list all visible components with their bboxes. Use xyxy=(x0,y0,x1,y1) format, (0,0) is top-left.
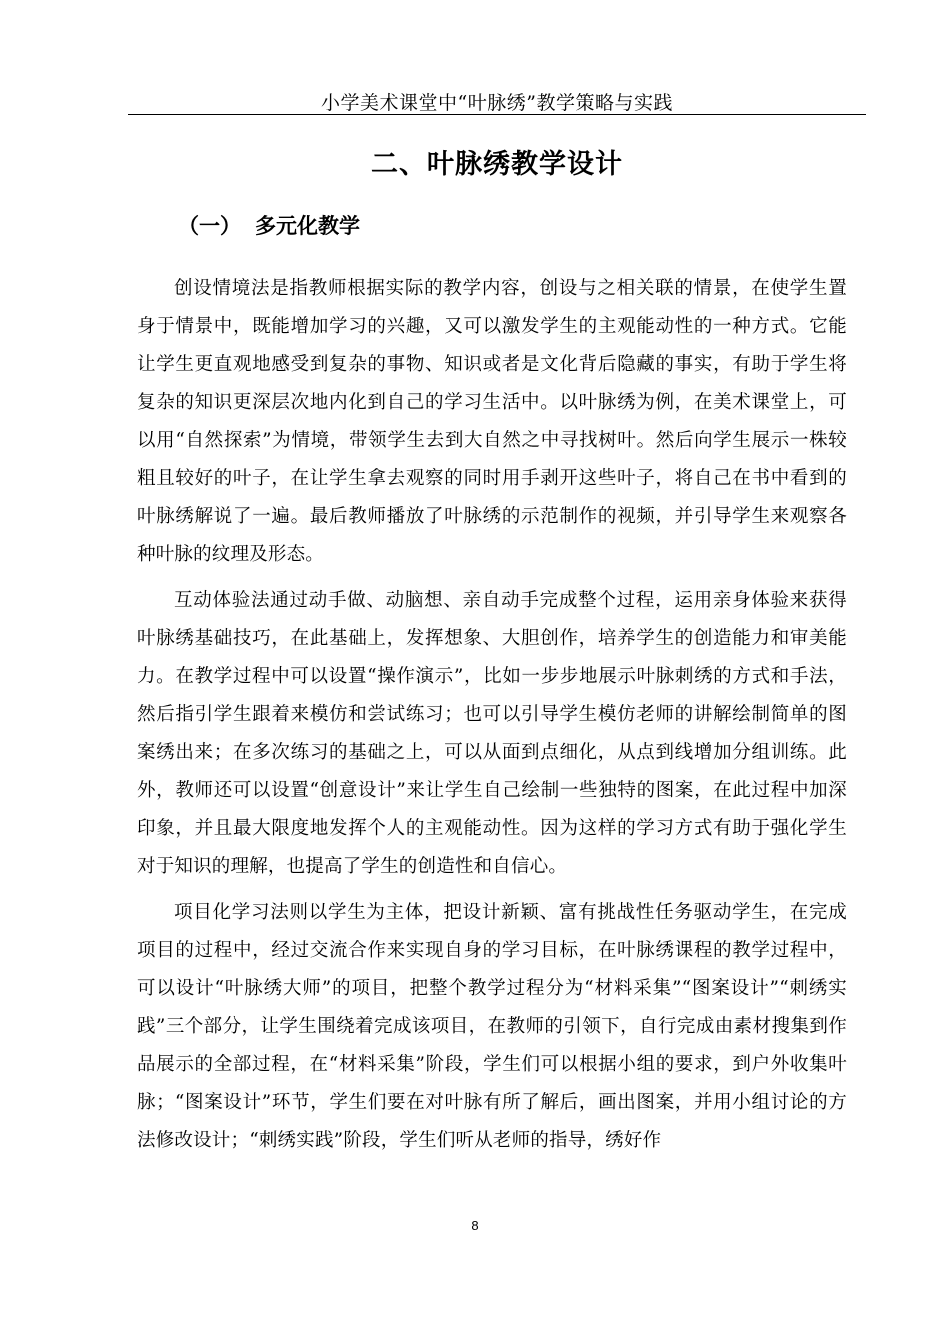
page-number: 8 xyxy=(471,1218,479,1233)
paragraph-project-method: 项目化学习法则以学生为主体，把设计新颖、富有挑战性任务驱动学生，在完成项目的过程中，经过交流合作来实现自身的学习目标，在叶脉绣课程的教学过程中，可以设计“叶脉绣大师”的项目，把整个教学过程分为“材料采集”“图案设计”“刺绣实践”三个部分，让学生围绕着完成该项目，在教师的引领下，自行完成由素材搜集到作品展示的全部过程，在“材料采集”阶段，学生们可以根据小组的要求，到户外收集叶脉；“图案设计”环节，学生们要在对叶脉有所了解后，画出图案，并用小组讨论的方法修改设计；“刺绣实践”阶段，学生们听从老师的指导，绣好作 xyxy=(137,902,847,1151)
paragraph-interactive-method: 互动体验法通过动手做、动脑想、亲自动手完成整个过程，运用亲身体验来获得叶脉绣基础技巧，在此基础上，发挥想象、大胆创作，培养学生的创造能力和审美能力。在教学过程中可以设置“操作演示”，比如一步步地展示叶脉刺绣的方式和手法，然后指引学生跟着来模仿和尝试练习；也可以引导学生模仿老师的讲解绘制简单的图案绣出来；在多次练习的基础之上，可以从面到点细化，从点到线增加分组训练。此外，教师还可以设置“创意设计”来让学生自己绘制一些独特的图案，在此过程中加深印象，并且最大限度地发挥个人的主观能动性。因为这样的学习方式有助于强化学生对于知识的理解，也提高了学生的创造性和自信心。 xyxy=(137,590,847,877)
running-header: 小学美术课堂中“叶脉绣”教学策略与实践 xyxy=(321,92,673,114)
section-number: （一） xyxy=(178,214,241,238)
chapter-title: 二、叶脉绣教学设计 xyxy=(371,149,623,180)
header-divider xyxy=(128,114,866,115)
section-title: 多元化教学 xyxy=(255,214,360,238)
section-heading xyxy=(178,210,360,240)
paragraph-situational-method: 创设情境法是指教师根据实际的教学内容，创设与之相关联的情景，在使学生置身于情景中，既能增加学习的兴趣，又可以激发学生的主观能动性的一种方式。它能让学生更直观地感受到复杂的事物、知识或者是文化背后隐藏的事实，有助于学生将复杂的知识更深层次地内化到自己的学习生活中。以叶脉绣为例，在美术课堂上，可以用“自然探索”为情境，带领学生去到大自然之中寻找树叶。然后向学生展示一株较粗且较好的叶子，在让学生拿去观察的同时用手剥开这些叶子，将自己在书中看到的叶脉绣解说了一遍。最后教师播放了叶脉绣的示范制作的视频，并引导学生来观察各种叶脉的纹理及形态。 xyxy=(137,278,847,565)
body-text xyxy=(137,270,847,1168)
